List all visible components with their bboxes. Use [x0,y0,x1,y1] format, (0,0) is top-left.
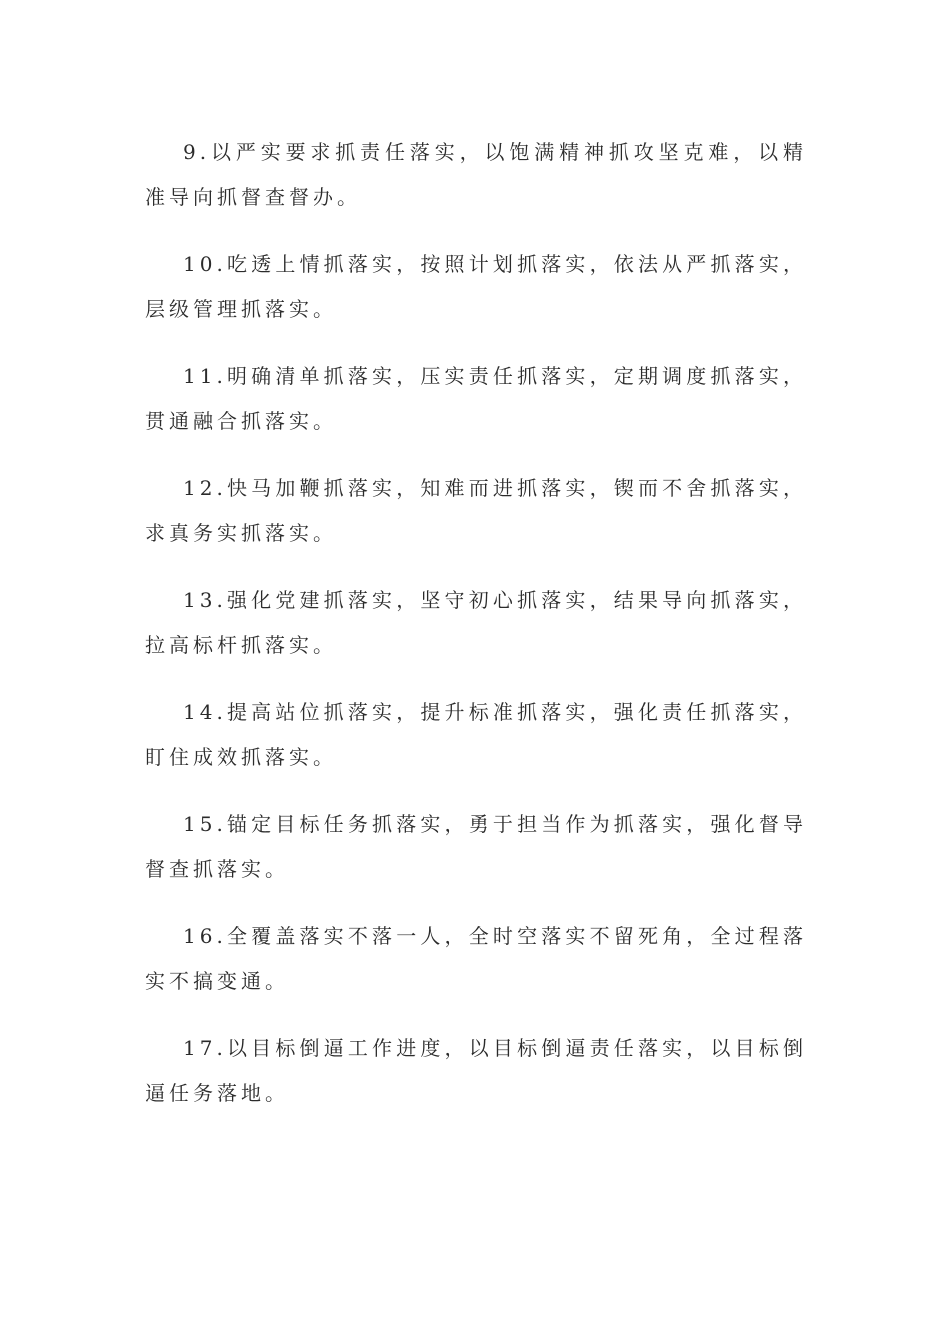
paragraph-item-14: 14.提高站位抓落实，提升标准抓落实，强化责任抓落实，盯住成效抓落实。 [145,700,807,769]
paragraph-item-11: 11.明确清单抓落实，压实责任抓落实，定期调度抓落实，贯通融合抓落实。 [145,364,807,433]
paragraph-item-12: 12.快马加鞭抓落实，知难而进抓落实，锲而不舍抓落实，求真务实抓落实。 [145,476,807,545]
paragraph-item-15: 15.锚定目标任务抓落实，勇于担当作为抓落实，强化督导督查抓落实。 [145,812,807,881]
paragraph-item-16: 16.全覆盖落实不落一人，全时空落实不留死角，全过程落实不搞变通。 [145,924,807,993]
document-body [145,130,807,1138]
paragraph-item-10: 10.吃透上情抓落实，按照计划抓落实，依法从严抓落实，层级管理抓落实。 [145,252,807,321]
paragraph-item-13: 13.强化党建抓落实，坚守初心抓落实，结果导向抓落实，拉高标杆抓落实。 [145,588,807,657]
paragraph-item-17: 17.以目标倒逼工作进度，以目标倒逼责任落实，以目标倒逼任务落地。 [145,1036,807,1105]
paragraph-item-9: 9.以严实要求抓责任落实，以饱满精神抓攻坚克难，以精准导向抓督查督办。 [145,140,807,209]
